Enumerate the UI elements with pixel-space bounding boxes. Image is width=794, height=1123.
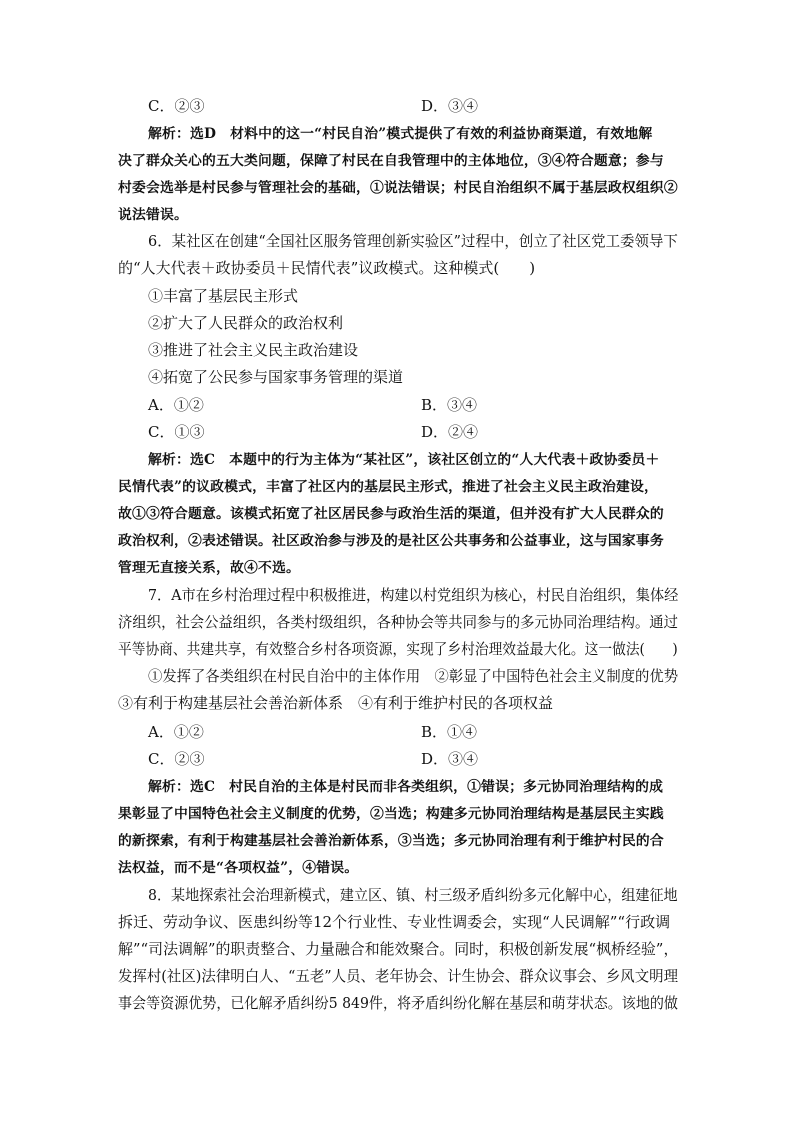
option-a: A．①② [148,723,204,741]
option-c: C．②③ [148,97,205,115]
question-text: 拆迁、劳动争议、医患纠纷等12个行业性、专业性调委会，实现“人民调解”“行政调 [118,913,671,931]
option-c: C．②③ [148,750,205,768]
option-b: B．③④ [421,396,478,414]
question-text: 解”“司法调解”的职责整合、力量融合和能效聚合。同时，积极创新发展“枫桥经验”， [118,940,679,958]
analysis-text: 故①③符合题意。该模式拓宽了社区居民参与政治生活的渠道，但并没有扩大人民群众的 [118,506,664,522]
analysis-text: 管理无直接关系，故④不选。 [118,560,300,576]
analysis-text: 说法错误。 [118,207,188,223]
option-b: B．①④ [421,723,478,741]
option-c: C．①③ [148,423,205,441]
analysis-text: 民情代表”的议政模式，丰富了社区内的基层民主形式，推进了社会主义民主政治建设， [118,479,659,495]
question-text: 的“人大代表＋政协委员＋民情代表”议政模式。这种模式( ) [118,259,536,277]
question-text: 济组织，社会公益组织，各类村级组织，各种协会等共同参与的多元协同治理结构。通过 [118,613,679,631]
statement-item: ①发挥了各类组织在村民自治中的主体作用 ②彰显了中国特色社会主义制度的优势 [148,667,679,685]
option-d: D．②④ [421,423,479,441]
analysis-text: 的新探索，有利于构建基层社会善治新体系，③当选；多元协同治理有利于维护村民的合 [118,833,664,849]
statement-item: ③推进了社会主义民主政治建设 [148,341,359,359]
analysis-text: 决了群众关心的五大类问题，保障了村民在自我管理中的主体地位，③④符合题意；参与 [118,153,664,169]
statement-item: ②扩大了人民群众的政治权利 [148,314,344,332]
question-text: 发挥村(社区)法律明白人、“五老”人员、老年协会、计生协会、群众议事会、乡风文明理 [118,967,679,985]
option-d: D．③④ [421,97,479,115]
option-a: A．①② [148,396,204,414]
analysis-text: 解析：选C 村民自治的主体是村民而非各类组织，①错误；多元协同治理结构的成 [148,779,664,795]
analysis-text: 解析：选D 材料中的这一“村民自治”模式提供了有效的利益协商渠道，有效地解 [148,126,653,142]
analysis-text: 果彰显了中国特色社会主义制度的优势，②当选；构建多元协同治理结构是基层民主实践 [118,806,664,822]
analysis-text: 解析：选C 本题中的行为主体为“某社区”，该社区创立的“人大代表＋政协委员＋ [148,452,660,468]
question-text: 事会等资源优势，已化解矛盾纠纷5 849件，将矛盾纠纷化解在基层和萌芽状态。该地的做 [118,994,678,1012]
statement-item: ④拓宽了公民参与国家事务管理的渠道 [148,368,404,386]
analysis-text: 法权益，而不是“各项权益”，④错误。 [118,860,359,876]
question-text: 平等协商、共建共享，有效整合乡村各项资源，实现了乡村治理效益最大化。这一做法( ) [118,640,678,658]
statement-item: ③有利于构建基层社会善治新体系 ④有利于维护村民的各项权益 [118,694,554,712]
question-text: 8．某地探索社会治理新模式，建立区、镇、村三级矛盾纠纷多元化解中心，组建征地 [148,886,678,904]
analysis-text: 村委会选举是村民参与管理社会的基础，①说法错误；村民自治组织不属于基层政权组织② [118,180,678,196]
analysis-text: 政治权利，②表述错误。社区政治参与涉及的是社区公共事务和公益事业，这与国家事务 [118,533,664,549]
question-text: 6．某社区在创建“全国社区服务管理创新实验区”过程中，创立了社区党工委领导下 [148,232,678,250]
statement-item: ①丰富了基层民主形式 [148,287,299,305]
option-d: D．③④ [421,750,479,768]
question-text: 7．A市在乡村治理过程中积极推进，构建以村党组织为核心，村民自治组织，集体经 [148,586,679,604]
